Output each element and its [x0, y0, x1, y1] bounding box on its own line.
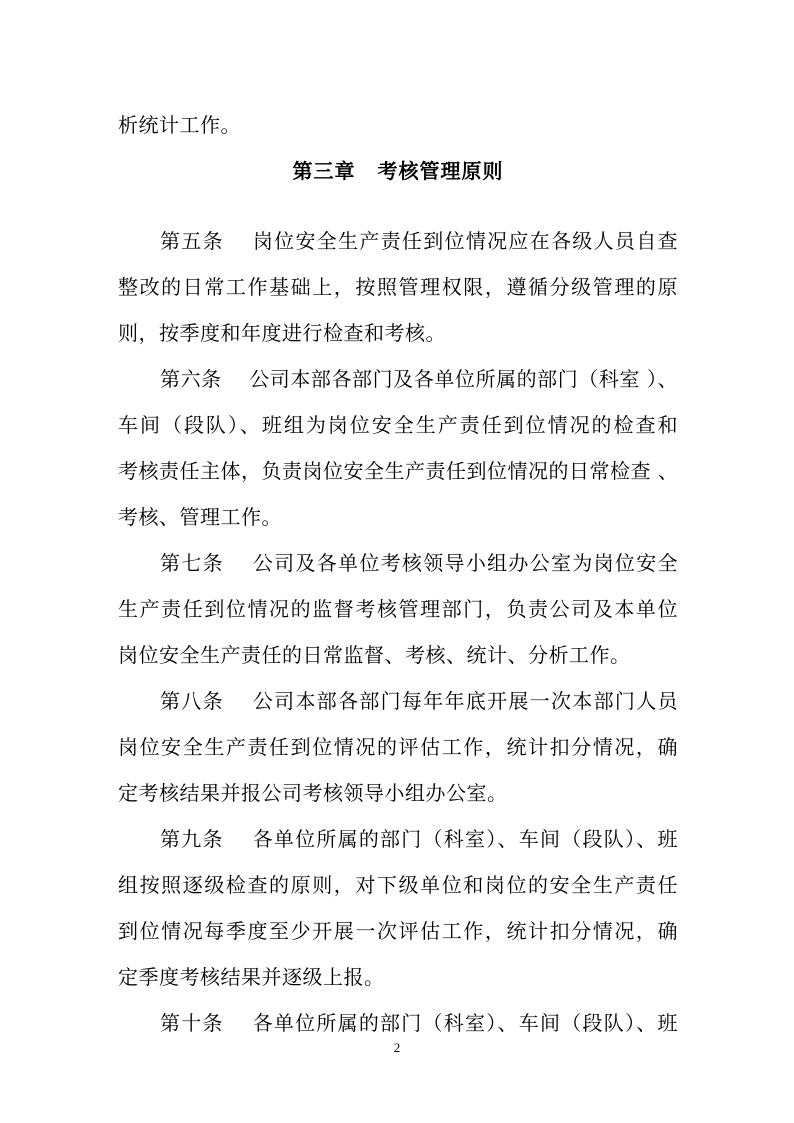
- continuation-line: 析统计工作。: [118, 113, 241, 137]
- article-9: [118, 816, 678, 1000]
- chapter-title: 考核管理原则: [377, 159, 504, 183]
- article-line: 定季度考核结果并逐级上报。: [118, 965, 385, 989]
- article-line: 考核、管理工作。: [118, 505, 282, 529]
- article-line: 第十条 各单位所属的部门（科室）、车间（段队）、班: [160, 1011, 678, 1035]
- article-line: 整改的日常工作基础上，按照管理权限，遵循分级管理的原: [118, 275, 678, 299]
- article-line: 到位情况每季度至少开展一次评估工作，统计扣分情况，确: [118, 919, 678, 943]
- article-line: 则，按季度和年度进行检查和考核。: [118, 321, 446, 345]
- article-line: 第九条 各单位所属的部门（科室）、车间（段队）、班: [160, 827, 678, 851]
- article-8: [118, 678, 678, 816]
- article-line: 车间（段队）、班组为岗位安全生产责任到位情况的检查和: [118, 413, 678, 437]
- article-line: 定考核结果并报公司考核领导小组办公室。: [118, 781, 508, 805]
- article-line: 第八条 公司本部各部门每年年底开展一次本部门人员: [160, 689, 678, 713]
- article-5: [118, 218, 678, 356]
- article-line: 考核责任主体，负责岗位安全生产责任到位情况的日常检查 、: [118, 459, 679, 483]
- article-line: 组按照逐级检查的原则，对下级单位和岗位的安全生产责任: [118, 873, 678, 897]
- article-line: 岗位安全生产责任的日常监督、考核、统计、分析工作。: [118, 643, 631, 667]
- article-line: 第六条 公司本部各部门及各单位所属的部门（科室 ）、: [160, 367, 678, 391]
- article-line: 第五条 岗位安全生产责任到位情况应在各级人员自查: [160, 229, 678, 253]
- page-number: 2: [393, 1040, 401, 1055]
- document-body: [118, 102, 678, 1046]
- article-line: 生产责任到位情况的监督考核管理部门，负责公司及本单位: [118, 597, 678, 621]
- article-line: 第七条 公司及各单位考核领导小组办公室为岗位安全: [160, 551, 678, 575]
- chapter-label: 第三章: [292, 159, 356, 183]
- article-line: 岗位安全生产责任到位情况的评估工作，统计扣分情况，确: [118, 735, 678, 759]
- chapter-heading: [118, 148, 678, 218]
- article-7: [118, 540, 678, 678]
- article-6: [118, 356, 678, 540]
